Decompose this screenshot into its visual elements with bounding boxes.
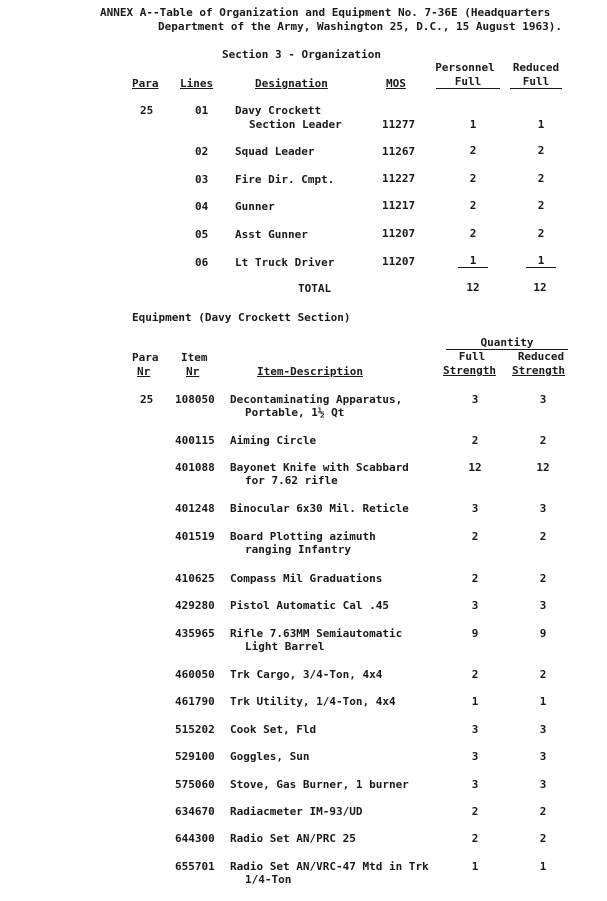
equip-reduced-strength: 2 xyxy=(539,530,547,543)
org-header-mos: MOS xyxy=(386,77,406,90)
equip-description: Trk Cargo, 3/4-Ton, 4x4 xyxy=(230,668,383,681)
equip-description: Binocular 6x30 Mil. Reticle xyxy=(230,502,409,515)
equip-full-strength: 9 xyxy=(471,627,479,640)
equip-reduced-strength: 3 xyxy=(539,723,547,736)
equip-full-strength: 1 xyxy=(471,695,479,708)
equip-full-strength: 3 xyxy=(471,750,479,763)
org-col-reduced: Reduced xyxy=(512,61,560,74)
org-mos: 11277 xyxy=(382,118,416,131)
org-para: 25 xyxy=(140,104,154,117)
equip-reduced-strength: 2 xyxy=(539,805,547,818)
org-designation: Davy Crockett xyxy=(235,104,322,117)
org-total-full: 12 xyxy=(466,281,480,294)
equip-reduced-strength: 2 xyxy=(539,832,547,845)
org-mos: 11207 xyxy=(382,255,416,268)
equip-description: Stove, Gas Burner, 1 burner xyxy=(230,778,409,791)
equip-reduced-strength: 12 xyxy=(536,461,550,474)
org-total-label: TOTAL xyxy=(298,282,332,295)
equip-item-nr: 515202 xyxy=(175,723,215,736)
org-designation: Squad Leader xyxy=(235,145,315,158)
org-header-lines: Lines xyxy=(180,77,214,90)
org-col-personnel: Personnel xyxy=(435,61,495,74)
equip-description: Bayonet Knife with Scabbard xyxy=(230,461,409,474)
equip-item-nr: 401248 xyxy=(175,502,215,515)
org-full: 1 xyxy=(458,254,488,268)
org-section-title: Section 3 - Organization xyxy=(222,48,381,61)
equip-description: Compass Mil Graduations xyxy=(230,572,383,585)
equip-description-cont: for 7.62 rifle xyxy=(245,474,338,487)
equip-quantity-header: Quantity xyxy=(446,336,568,350)
equip-item-nr: 529100 xyxy=(175,750,215,763)
equip-reduced-strength: 3 xyxy=(539,393,547,406)
equip-full-strength: 2 xyxy=(471,572,479,585)
equip-full-strength: 3 xyxy=(471,393,479,406)
annex-title-line-2: Department of the Army, Washington 25, D.C., 15 August 1963). xyxy=(158,20,562,33)
equip-item-nr: 575060 xyxy=(175,778,215,791)
equip-reduced-strength: 3 xyxy=(539,778,547,791)
equip-full-strength: 2 xyxy=(471,434,479,447)
org-designation: Asst Gunner xyxy=(235,228,308,241)
equip-item-nr: 401519 xyxy=(175,530,215,543)
equip-reduced-strength: 2 xyxy=(539,434,547,447)
org-header-designation: Designation xyxy=(255,77,328,90)
equip-full-strength: 3 xyxy=(471,599,479,612)
equip-description-cont: ranging Infantry xyxy=(245,543,351,556)
org-header-para: Para xyxy=(132,77,159,90)
equip-header-reduced-strength: Strength xyxy=(512,364,565,377)
equip-reduced-strength: 1 xyxy=(539,860,547,873)
equip-description: Trk Utility, 1/4-Ton, 4x4 xyxy=(230,695,396,708)
equip-reduced-strength: 3 xyxy=(539,750,547,763)
org-header-full: Full xyxy=(436,75,500,89)
equip-description: Pistol Automatic Cal .45 xyxy=(230,599,389,612)
equip-full-strength: 3 xyxy=(471,502,479,515)
equip-reduced-strength: 3 xyxy=(539,599,547,612)
equip-full-strength: 3 xyxy=(471,723,479,736)
equip-reduced-strength: 2 xyxy=(539,668,547,681)
org-reduced: 2 xyxy=(537,199,545,212)
equip-full-strength: 1 xyxy=(471,860,479,873)
equip-reduced-strength: 1 xyxy=(539,695,547,708)
equip-reduced-strength: 2 xyxy=(539,572,547,585)
equip-section-title: Equipment (Davy Crockett Section) xyxy=(132,311,351,324)
equip-item-nr: 655701 xyxy=(175,860,215,873)
org-reduced: 1 xyxy=(526,254,556,268)
org-mos: 11207 xyxy=(382,227,416,240)
equip-reduced-strength: 9 xyxy=(539,627,547,640)
org-line: 04 xyxy=(195,200,209,213)
equip-description: Goggles, Sun xyxy=(230,750,310,763)
equip-description-cont: Portable, 1½ Qt xyxy=(245,406,345,419)
org-reduced: 1 xyxy=(537,118,545,131)
org-full: 1 xyxy=(469,118,477,131)
org-line: 05 xyxy=(195,228,209,241)
equip-description: Cook Set, Fld xyxy=(230,723,317,736)
equip-item-nr: 400115 xyxy=(175,434,215,447)
org-designation-cont: Section Leader xyxy=(249,118,342,131)
org-designation: Lt Truck Driver xyxy=(235,256,335,269)
equip-item-nr: 461790 xyxy=(175,695,215,708)
equip-header-description: Item-Description xyxy=(257,365,363,378)
equip-description: Radiacmeter IM-93/UD xyxy=(230,805,363,818)
equip-full-strength: 3 xyxy=(471,778,479,791)
equip-item-nr: 108050 xyxy=(175,393,215,406)
annex-title-line-1: ANNEX A--Table of Organization and Equipment No. 7-36E (Headquarters xyxy=(100,6,551,19)
org-mos: 11217 xyxy=(382,199,416,212)
equip-description: Rifle 7.63MM Semiautomatic xyxy=(230,627,403,640)
equip-reduced-strength: 3 xyxy=(539,502,547,515)
equip-full-strength: 2 xyxy=(471,668,479,681)
equip-header-item-nr: Nr xyxy=(186,365,200,378)
org-line: 02 xyxy=(195,145,209,158)
equip-item-nr: 460050 xyxy=(175,668,215,681)
equip-item-nr: 410625 xyxy=(175,572,215,585)
org-full: 2 xyxy=(469,199,477,212)
org-reduced: 2 xyxy=(537,227,545,240)
equip-full-strength: 2 xyxy=(471,832,479,845)
org-line: 06 xyxy=(195,256,209,269)
org-reduced: 2 xyxy=(537,144,545,157)
org-mos: 11227 xyxy=(382,172,416,185)
equip-header-reduced: Reduced xyxy=(517,350,565,363)
org-full: 2 xyxy=(469,227,477,240)
equip-item-nr: 435965 xyxy=(175,627,215,640)
equip-description: Radio Set AN/PRC 25 xyxy=(230,832,356,845)
org-designation: Fire Dir. Cmpt. xyxy=(235,173,335,186)
equip-header-para-nr: Nr xyxy=(137,365,151,378)
equip-para: 25 xyxy=(140,393,154,406)
org-designation: Gunner xyxy=(235,200,275,213)
equip-header-full: Full xyxy=(458,350,486,363)
equip-header-item: Item xyxy=(181,351,208,364)
equip-full-strength: 2 xyxy=(471,530,479,543)
equip-description: Decontaminating Apparatus, xyxy=(230,393,403,406)
org-line: 03 xyxy=(195,173,209,186)
org-mos: 11267 xyxy=(382,145,416,158)
equip-item-nr: 401088 xyxy=(175,461,215,474)
org-total-reduced: 12 xyxy=(533,281,547,294)
equip-description-cont: Light Barrel xyxy=(245,640,325,653)
equip-description: Board Plotting azimuth xyxy=(230,530,376,543)
equip-description: Aiming Circle xyxy=(230,434,317,447)
org-line: 01 xyxy=(195,104,209,117)
equip-header-para: Para xyxy=(132,351,159,364)
equip-item-nr: 634670 xyxy=(175,805,215,818)
org-reduced: 2 xyxy=(537,172,545,185)
equip-full-strength: 12 xyxy=(468,461,482,474)
equip-full-strength: 2 xyxy=(471,805,479,818)
equip-description: Radio Set AN/VRC-47 Mtd in Trk xyxy=(230,860,429,873)
equip-item-nr: 644300 xyxy=(175,832,215,845)
org-header-reduced-full: Full xyxy=(510,75,562,89)
equip-header-full-strength: Strength xyxy=(443,364,496,377)
equip-description-cont: 1/4-Ton xyxy=(245,873,292,886)
equip-item-nr: 429280 xyxy=(175,599,215,612)
org-full: 2 xyxy=(469,172,477,185)
org-full: 2 xyxy=(469,144,477,157)
